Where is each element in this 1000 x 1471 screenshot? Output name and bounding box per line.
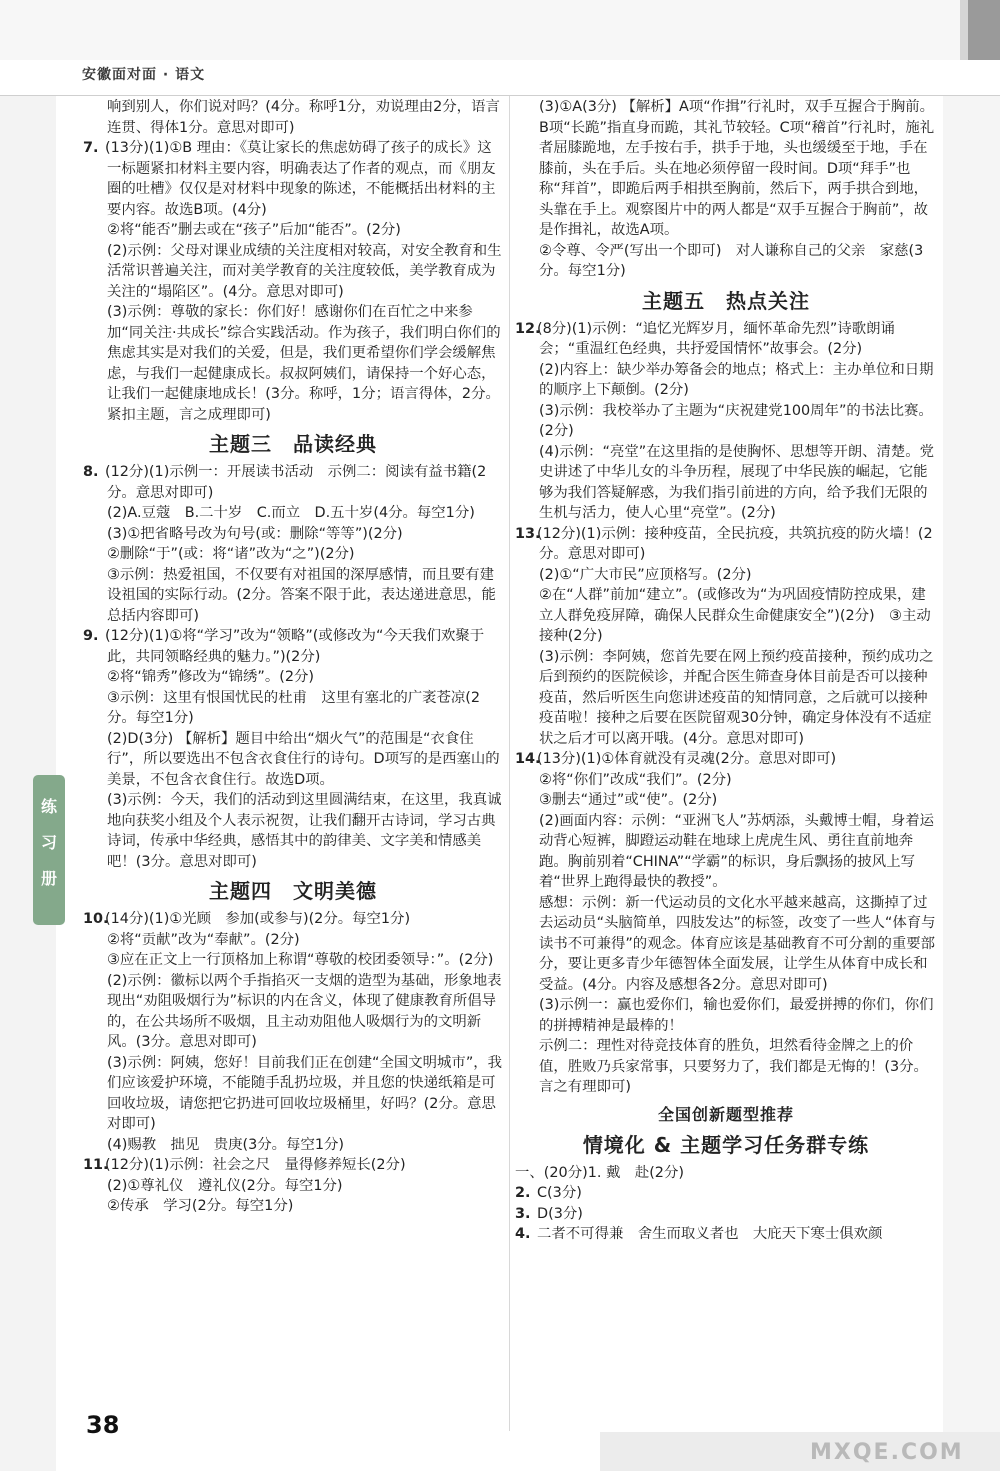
section-heading: 主题三 品读经典 (209, 432, 377, 456)
answer-line (515, 442, 937, 524)
answer-text: ②删除“于”(或：将“诸”改为“之”)(2分) (107, 546, 355, 562)
answer-text: (2)D(3分) 【解析】题目中给出“烟火气”的范围是“衣食住行”，所以要选出不包含衣食住行的诗句。D项写的是西塞山的美景，不包含衣食住行。故选D项。 (107, 730, 500, 788)
answer-text: ②将“你们”改成“我们”。(2分) (539, 771, 732, 788)
answer-line (83, 790, 503, 872)
question-item (83, 626, 503, 667)
answer-text: (14分)(1)①光顾 参加(或参与)(2分。每空1分) (105, 911, 411, 927)
answer-line (83, 950, 503, 971)
question-item (83, 462, 503, 503)
answer-text: (2)①“广大市民”应顶格写。(2分) (539, 566, 752, 583)
answer-line (83, 1196, 503, 1217)
question-number: 9. (83, 628, 99, 644)
section-heading: 全国创新题型推荐 (657, 1104, 794, 1124)
page-number: 38 (86, 1411, 120, 1439)
answer-text: ②将“锦秀”修改为“锦绣”。(2分) (107, 669, 315, 685)
answer-line (515, 811, 937, 893)
answer-line (515, 1036, 937, 1098)
question-item (515, 319, 937, 360)
answer-text: (12分)(1)①将“学习”改为“领略”(或修改为“今天我们欢聚于此，共同领略经典的魅力。”)(2分) (105, 628, 485, 665)
answer-text: 感想：示例：新一代运动员的文化水平越来越高，这撕掉了过去运动员“头脑简单，四肢发达”的标签，改变了一些人“体育与读书不可兼得”的观念。体育应该是基础教育不可分割的重要部分，要让更多青少年德智体全面发展，让学生从体育中成长和受益。(4分。内容及感想各2分。意思对即可) (539, 894, 936, 993)
answer-text: (3)示例：今天，我们的活动到这里圆满结束，在这里，我真诚地向获奖小组及个人表示祝贺，让我们翻开古诗词，学习古典诗词，传承中华经典，感悟其中的韵律美、文字美和情感美吧！(3分。意思对即可) (107, 792, 502, 870)
question-item (515, 749, 937, 770)
answer-text: (12分)(1)示例：接种疫苗，全民抗疫，共筑抗疫的防火墙！(2分。意思对即可) (537, 525, 933, 562)
question-item (515, 1224, 937, 1245)
section-tab (33, 775, 65, 925)
answer-line (515, 770, 937, 791)
answer-text: ②将“能否”删去或在“孩子”后加“能否”。(2分) (107, 222, 401, 238)
answer-text: (13分)(1)①体育就没有灵魂(2分。意思对即可) (537, 751, 837, 767)
answer-text: (12分)(1)示例：社会之尺 量得修养短长(2分) (105, 1157, 406, 1173)
answer-line (83, 302, 503, 425)
answer-line (515, 647, 937, 750)
question-item (83, 1155, 503, 1176)
answer-line (83, 688, 503, 729)
answer-text: (3)示例：尊敬的家长：你们好！感谢你们在百忙之中来参加“同关注·共成长”综合实践活动。作为孩子，我们明白你们的焦虑其实是对我们的关爱，但是，我们更希望你们学会缓解焦虑，与我们一起健康成长。叔叔阿姨们，请保持一个好心态，让我们一起健康地成长！(3分。称呼，1分；语言得体，2分。紧扣主题，言之成理即可) (107, 304, 501, 423)
header-rule (0, 95, 1000, 96)
answer-line (515, 790, 937, 811)
question-number: 14. (515, 751, 541, 767)
answer-text: (2)示例：父母对课业成绩的关注度相对较高，对安全教育和生活常识普遍关注，而对美学教育的关注度较低，美学教育成为关注的“塌陷区”。(4分。意思对即可) (107, 242, 502, 300)
answer-text: (8分)(1)示例：“追忆光辉岁月，缅怀革命先烈”诗歌朗诵会；“重温红色经典，共抒爱国情怀”故事会。(2分) (537, 320, 895, 357)
question-number: 4. (515, 1226, 531, 1242)
answer-text: C(3分) (537, 1185, 582, 1201)
answer-line (515, 360, 937, 401)
right-margin (943, 96, 1000, 1471)
question-number: 11. (83, 1157, 109, 1173)
answer-line (83, 503, 503, 524)
answer-text: D(3分) (537, 1205, 583, 1222)
answer-text: ③示例：热爱祖国，不仅要有对祖国的深厚感情，而且要有建设祖国的实际行动。(2分。答案不限于此，表达递进意思，能总括内容即可) (107, 566, 496, 624)
answer-line (515, 995, 937, 1036)
answer-text: (2)示例：徽标以两个手指掐灭一支烟的造型为基础，形象地表现出“劝阻吸烟行为”标识的内在含义，体现了健康教育所倡导的，在公共场所不吸烟，且主动劝阻他人吸烟行为的文明新风。(3分。意思对即可) (107, 972, 502, 1050)
answer-line (515, 565, 937, 586)
answer-line (83, 930, 503, 951)
answer-line (83, 1053, 503, 1135)
left-column (83, 97, 503, 1217)
answer-text: (2)内容上：缺少举办筹备会的地点；格式上：主办单位和日期的顺序上下颠倒。(2分) (539, 361, 934, 398)
section-tab-label: 练 习 册 (40, 797, 57, 888)
answer-text: (2)①尊礼仪 遵礼仪(2分。每空1分) (107, 1177, 343, 1194)
answer-line (515, 241, 937, 282)
answer-line (83, 544, 503, 565)
question-item (515, 524, 937, 565)
answer-text: 响到别人，你们说对吗？(4分。称呼1分，劝说理由2分，语言连贯、得体1分。意思对即可) (107, 99, 500, 136)
section-heading: 主题五 热点关注 (642, 288, 810, 313)
question-item (83, 138, 503, 220)
question-number: 8. (83, 464, 99, 480)
answer-line (83, 729, 503, 791)
question-number: 3. (515, 1205, 531, 1222)
answer-line (515, 1163, 937, 1184)
column-divider (509, 96, 510, 1431)
answer-text: (2)A.豆蔻 B.二十岁 C.而立 D.五十岁(4分。每空1分) (107, 505, 475, 521)
watermark: MXQE.COM (810, 1440, 964, 1465)
scan-corner-edge (968, 0, 1000, 60)
answer-text: (3)①把省略号改为句号(或：删除“等等”)(2分) (107, 525, 403, 542)
answer-line (515, 401, 937, 442)
scan-corner-shadow (960, 0, 968, 60)
answer-text: ②传承 学习(2分。每空1分) (107, 1198, 294, 1214)
answer-text: ②在“人群”前加“建立”。(或修改为“为巩固疫情防控成果，建立人群免疫屏障，确保人民群众生命健康安全”)(2分) ③主动接种(2分) (539, 587, 931, 644)
answer-text: ②令尊、令严(写出一个即可) 对人谦称自己的父亲 家慈(3分。每空1分) (539, 242, 924, 279)
answer-line (515, 97, 937, 241)
answer-text: (3)示例：李阿姨，您首先要在网上预约疫苗接种，预约成功之后到预约的医院候诊，并配合医生筛查身体目前是否可以接种疫苗，然后听医生向您讲述疫苗的知情同意，之后就可以接种疫苗啦！接种之后要在医院留观30分钟，确定身体没有不适症状之后才可以离开哦。(4分。意思对即可) (539, 648, 934, 747)
answer-line (83, 565, 503, 627)
section-heading: 主题四 文明美德 (209, 879, 377, 903)
answer-text: (4)示例：“亮堂”在这里指的是使胸怀、思想等开朗、清楚。党史讲述了中华儿女的斗争历程，展现了中华民族的崛起，它能够为我们答疑解惑，为我们指引前进的方向，给予我们无限的生机与活力，使人心里“亮堂”。(2分) (539, 443, 935, 521)
answer-text: (12分)(1)示例一：开展读书活动 示例二：阅读有益书籍(2分。意思对即可) (105, 464, 487, 501)
answer-line (83, 524, 503, 545)
answer-line (515, 893, 937, 996)
answer-line (515, 585, 937, 647)
answer-line (83, 667, 503, 688)
question-item (515, 1204, 937, 1225)
question-number: 2. (515, 1185, 531, 1201)
answer-line (83, 1176, 503, 1197)
answer-line (83, 97, 503, 138)
answer-text: ③删去“通过”或“使”。(2分) (539, 792, 718, 808)
question-item (515, 1183, 937, 1204)
answer-text: (3)示例一：赢也爱你们，输也爱你们，最爱拼搏的你们，你们的拼搏精神是最棒的！ (539, 997, 934, 1034)
answer-text: (2)画面内容：示例：“亚洲飞人”苏炳添，头戴博士帽，身着运动背心短裤，脚蹬运动鞋在地球上虎虎生风、勇往直前地奔跑。胸前别着“CHINA”“学霸”的标识，身后飘扬的披风上写着“世界上跑得最快的教授”。 (539, 812, 935, 890)
section-heading: 情境化 & 主题学习任务群专练 (582, 1132, 870, 1157)
question-number: 7. (83, 140, 99, 156)
answer-text: 二者不可得兼 舍生而取义者也 大庇天下寒士俱欢颜 (537, 1226, 883, 1242)
question-number: 12. (515, 320, 541, 337)
answer-line (83, 220, 503, 241)
page-header-title: 安徽面对面 · 语文 (82, 67, 206, 83)
answer-text: ③示例：这里有恨国忧民的杜甫 这里有塞北的广袤苍凉(2分。每空1分) (107, 689, 481, 726)
answer-text: 示例二：理性对待竞技体育的胜负，坦然看待金牌之上的价值，胜败乃兵家常事，只要努力了，我们都是无悔的！(3分。言之有理即可) (539, 1038, 928, 1095)
scan-top-band (0, 0, 1000, 60)
answer-text: (3)示例：阿姨，您好！目前我们正在创建“全国文明城市”，我们应该爱护环境，不能随手乱扔垃圾，并且您的快递纸箱是可回收垃圾，请您把它扔进可回收垃圾桶里，好吗？(2分。意思对即可) (107, 1054, 503, 1132)
answer-text: (3)示例：我校举办了主题为“庆祝建党100周年”的书法比赛。(2分) (539, 402, 933, 439)
answer-text: 一、(20分)1. 戴 赴(2分) (515, 1164, 684, 1181)
right-column (515, 97, 937, 1245)
answer-text: (4)赐教 拙见 贵庚(3分。每空1分) (107, 1136, 345, 1153)
answer-text: (13分)(1)①B 理由：《莫让家长的焦虑妨碍了孩子的成长》这一标题紧扣材料主要内容，明确表达了作者的观点，而《朋友圈的吐槽》仅仅是对材料中现象的陈述，不能概括出材料的主要内容。故选B项。(4分) (105, 140, 496, 218)
answer-line (83, 241, 503, 303)
question-item (83, 909, 503, 930)
question-number: 10. (83, 911, 109, 927)
answer-line (83, 1135, 503, 1156)
answer-text: (3)①A(3分) 【解析】A项“作揖”行礼时，双手互握合于胸前。B项“长跪”指直身而跪，其礼节较轻。C项“稽首”行礼时，施礼者屈膝跪地，左手按右手，拱手于地，头也缓缓至于地，手在膝前，头在手后。头在地必须停留一段时间。D项“拜手”也称“拜首”，即跪后两手相拱至胸前，然后下，两手拱合到地，头靠在手上。观察图片中的两人都是“双手互握合于胸前”，故是作揖礼，故选A项。 (539, 99, 935, 238)
answer-text: ②将“贡献”改为“奉献”。(2分) (107, 931, 300, 948)
answer-text: ③应在正文上一行顶格加上称谓“尊敬的校团委领导：”。(2分) (107, 952, 494, 968)
answer-line (83, 971, 503, 1053)
question-number: 13. (515, 525, 541, 542)
